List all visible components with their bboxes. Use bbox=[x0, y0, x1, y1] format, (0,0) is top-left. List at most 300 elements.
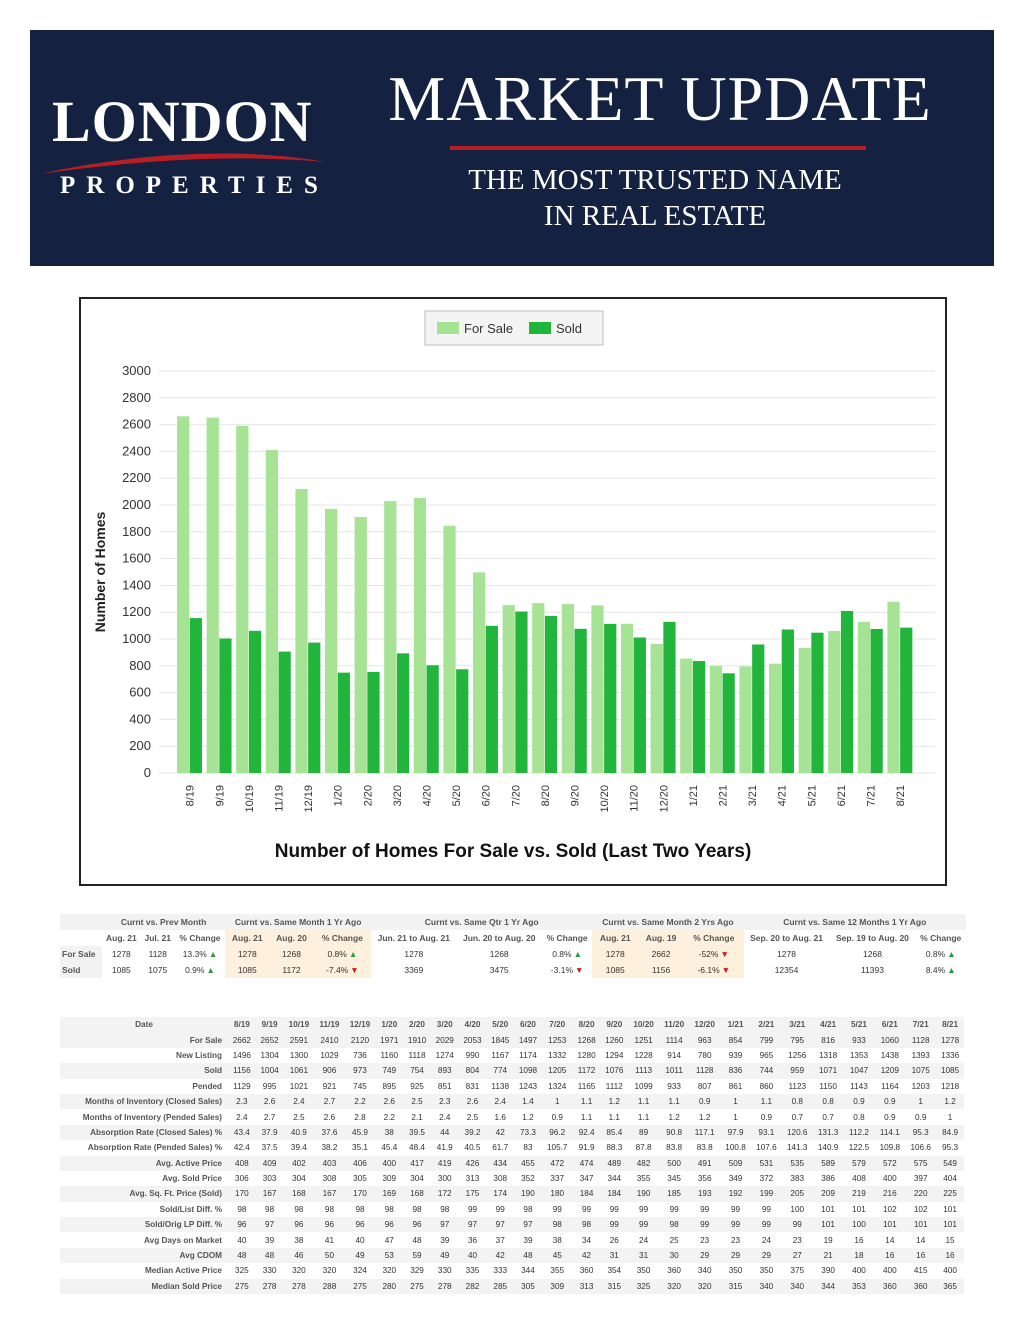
detail-cell: 27 bbox=[782, 1248, 813, 1263]
chart-container bbox=[79, 297, 947, 886]
detail-cell: 1.2 bbox=[668, 1112, 680, 1122]
legend-swatch bbox=[437, 322, 459, 334]
detail-cell: 92.4 bbox=[573, 1125, 601, 1140]
detail-cell: 415 bbox=[913, 1266, 928, 1276]
summary-cell bbox=[684, 946, 744, 962]
detail-cell: 965 bbox=[759, 1050, 774, 1060]
detail-cell: 1113 bbox=[628, 1063, 659, 1078]
summary-subheader-row bbox=[60, 930, 966, 946]
detail-cell: 114.1 bbox=[874, 1125, 905, 1140]
detail-cell: 45.4 bbox=[381, 1143, 398, 1153]
summary-row bbox=[60, 962, 966, 978]
detail-cell: 1845 bbox=[486, 1032, 514, 1047]
x-tick-label: 9/19 bbox=[214, 785, 227, 807]
detail-cell: 1112 bbox=[605, 1081, 623, 1091]
bar-sold bbox=[367, 672, 379, 773]
detail-header-row bbox=[60, 1017, 964, 1032]
detail-cell: 102 bbox=[883, 1204, 897, 1214]
y-tick-label: 1600 bbox=[122, 550, 151, 566]
detail-cell: 2.4 bbox=[486, 1094, 514, 1109]
detail-cell: 100 bbox=[790, 1204, 805, 1214]
x-tick-label: 4/21 bbox=[776, 785, 789, 807]
detail-cell: 96 bbox=[283, 1217, 314, 1232]
detail-cell: 170 bbox=[228, 1186, 256, 1201]
detail-row-label: Avg. Sq. Ft. Price (Sold) bbox=[60, 1186, 228, 1201]
detail-cell: 96 bbox=[403, 1217, 431, 1232]
detail-cell: 400 bbox=[375, 1156, 403, 1171]
detail-cell: 40 bbox=[355, 1235, 365, 1245]
detail-cell: 2.2 bbox=[345, 1094, 376, 1109]
detail-row-label: Months of Inventory (Pended Sales) bbox=[82, 1112, 222, 1122]
trend-down-icon: ▼ bbox=[720, 949, 729, 959]
detail-cell: 101 bbox=[821, 1204, 835, 1214]
detail-row bbox=[60, 1063, 964, 1078]
detail-cell: 352 bbox=[521, 1174, 535, 1184]
detail-cell: 491 bbox=[689, 1156, 720, 1171]
y-tick-label: 1800 bbox=[122, 523, 151, 539]
detail-cell: 220 bbox=[905, 1186, 936, 1201]
y-tick-label: 600 bbox=[129, 684, 151, 700]
detail-cell: 313 bbox=[573, 1279, 601, 1294]
detail-cell: 190 bbox=[514, 1186, 542, 1201]
summary-cell bbox=[225, 946, 269, 962]
detail-row-label: Pended bbox=[192, 1081, 222, 1091]
x-tick-label: 10/19 bbox=[243, 785, 256, 813]
summary-cell-value: 1268 bbox=[489, 949, 509, 959]
detail-cell: 906 bbox=[314, 1063, 344, 1078]
detail-cell: 61.7 bbox=[492, 1143, 509, 1153]
summary-subheader: Aug. 21 bbox=[592, 930, 638, 946]
bar-sold bbox=[249, 631, 261, 773]
x-tick-label: 3/20 bbox=[391, 785, 404, 807]
header-banner bbox=[30, 30, 994, 266]
detail-cell: 895 bbox=[382, 1081, 397, 1091]
detail-cell: 14 bbox=[885, 1235, 895, 1245]
detail-cell: 1143 bbox=[850, 1081, 868, 1091]
bar-for-sale bbox=[503, 605, 515, 773]
x-tick-label: 8/20 bbox=[539, 785, 552, 807]
summary-row bbox=[60, 946, 966, 962]
bar-sold bbox=[693, 661, 705, 773]
detail-cell: 589 bbox=[813, 1156, 844, 1171]
bar-for-sale bbox=[177, 416, 189, 773]
detail-date-header: 8/20 bbox=[573, 1017, 601, 1032]
trend-up-icon: ▲ bbox=[206, 965, 215, 975]
detail-cell: 2.1 bbox=[411, 1112, 423, 1122]
detail-cell: 933 bbox=[667, 1081, 681, 1091]
bar-sold bbox=[634, 638, 646, 773]
detail-cell: 344 bbox=[607, 1174, 622, 1184]
detail-cell: 39 bbox=[440, 1235, 450, 1245]
summary-cell-value: 11393 bbox=[860, 965, 884, 975]
bar-sold bbox=[427, 665, 439, 773]
bar-sold bbox=[782, 629, 794, 773]
detail-cell: 199 bbox=[751, 1186, 782, 1201]
detail-cell: 175 bbox=[459, 1186, 487, 1201]
bar-for-sale bbox=[384, 501, 396, 773]
bar-for-sale bbox=[532, 603, 544, 773]
detail-cell: 386 bbox=[821, 1174, 835, 1184]
bar-for-sale bbox=[414, 498, 426, 773]
summary-cell-value: -3.1% bbox=[550, 965, 574, 975]
summary-cell-value: 0.8% bbox=[552, 949, 572, 959]
summary-cell bbox=[175, 946, 225, 962]
summary-cell bbox=[915, 946, 966, 962]
detail-date-header: 3/20 bbox=[431, 1017, 459, 1032]
detail-cell: 308 bbox=[493, 1174, 508, 1184]
x-tick-label: 11/20 bbox=[628, 785, 641, 812]
summary-subheader: % Change bbox=[179, 933, 221, 943]
detail-row bbox=[60, 1248, 964, 1263]
bar-sold bbox=[308, 643, 320, 773]
detail-cell: 1278 bbox=[936, 1032, 964, 1047]
detail-cell: 190 bbox=[628, 1186, 659, 1201]
detail-cell: 860 bbox=[759, 1081, 774, 1091]
detail-cell: 305 bbox=[353, 1174, 367, 1184]
detail-cell: 112.2 bbox=[844, 1125, 875, 1140]
summary-cell bbox=[684, 962, 744, 978]
detail-cell: 184 bbox=[600, 1186, 628, 1201]
detail-cell: 309 bbox=[382, 1174, 397, 1184]
detail-cell: 959 bbox=[782, 1063, 813, 1078]
detail-date-header: 11/19 bbox=[314, 1017, 344, 1032]
detail-cell: 354 bbox=[607, 1266, 622, 1276]
detail-cell: 1004 bbox=[256, 1063, 284, 1078]
detail-cell: 1304 bbox=[260, 1050, 279, 1060]
detail-cell: 16 bbox=[854, 1235, 864, 1245]
detail-date-header: 6/21 bbox=[874, 1017, 905, 1032]
detail-cell: 1061 bbox=[283, 1063, 314, 1078]
detail-cell: 21 bbox=[813, 1248, 844, 1263]
bar-sold bbox=[900, 628, 912, 773]
detail-cell: 893 bbox=[431, 1063, 459, 1078]
detail-row bbox=[60, 1125, 964, 1140]
detail-cell: 23 bbox=[792, 1235, 802, 1245]
detail-cell: 40.9 bbox=[283, 1125, 314, 1140]
detail-cell: 355 bbox=[636, 1174, 651, 1184]
detail-cell: 97 bbox=[256, 1217, 284, 1232]
detail-cell: 2.4 bbox=[439, 1112, 451, 1122]
bar-sold bbox=[841, 611, 853, 773]
detail-cell: 1318 bbox=[819, 1050, 838, 1060]
detail-cell: 350 bbox=[759, 1266, 774, 1276]
detail-cell: 1497 bbox=[514, 1032, 542, 1047]
summary-cell bbox=[542, 946, 592, 962]
summary-cell bbox=[638, 962, 684, 978]
trend-down-icon: ▼ bbox=[721, 965, 731, 975]
detail-cell: 434 bbox=[486, 1156, 514, 1171]
detail-cell: 320 bbox=[382, 1266, 397, 1276]
summary-cell-value: 1278 bbox=[404, 949, 424, 959]
x-tick-label: 6/21 bbox=[835, 785, 848, 807]
detail-cell: 39.5 bbox=[403, 1125, 431, 1140]
detail-cell: 2.5 bbox=[466, 1112, 479, 1122]
detail-cell: 98 bbox=[440, 1204, 450, 1214]
summary-cell bbox=[269, 962, 313, 978]
summary-cell bbox=[592, 962, 638, 978]
detail-cell: 1393 bbox=[911, 1050, 930, 1060]
detail-cell: 2.3 bbox=[228, 1094, 256, 1109]
detail-cell: 744 bbox=[751, 1063, 782, 1078]
detail-cell: 38.2 bbox=[321, 1143, 338, 1153]
detail-cell: 1060 bbox=[874, 1032, 905, 1047]
detail-cell: 97 bbox=[459, 1217, 487, 1232]
detail-cell: 340 bbox=[782, 1279, 813, 1294]
detail-cell: 400 bbox=[852, 1266, 866, 1276]
detail-cell: 1174 bbox=[519, 1050, 537, 1060]
summary-cell-value: 1278 bbox=[605, 949, 625, 959]
trend-up-icon: ▲ bbox=[573, 949, 583, 959]
detail-cell: 280 bbox=[375, 1279, 403, 1294]
detail-row bbox=[60, 1279, 964, 1294]
detail-cell: 807 bbox=[697, 1081, 712, 1091]
trend-up-icon: ▲ bbox=[208, 949, 218, 959]
detail-cell: 1.1 bbox=[608, 1112, 620, 1122]
summary-cell-value: 1278 bbox=[111, 949, 131, 959]
summary-subheader: % Change bbox=[920, 933, 962, 943]
detail-cell: 1098 bbox=[514, 1063, 542, 1078]
bar-sold bbox=[338, 673, 350, 773]
summary-cell-value: 0.8% bbox=[925, 949, 946, 959]
summary-cell bbox=[141, 962, 175, 978]
detail-date-header: 11/20 bbox=[659, 1017, 689, 1032]
detail-cell: 98 bbox=[294, 1204, 304, 1214]
detail-cell: 98 bbox=[384, 1204, 394, 1214]
detail-row bbox=[60, 1079, 964, 1094]
detail-cell: 30 bbox=[659, 1248, 689, 1263]
trend-up-icon: ▲ bbox=[947, 949, 956, 959]
summary-cell bbox=[744, 946, 830, 962]
detail-cell: 1.2 bbox=[522, 1112, 534, 1122]
detail-cell: 100 bbox=[844, 1217, 875, 1232]
detail-cell: 29 bbox=[720, 1248, 751, 1263]
detail-cell: 102 bbox=[913, 1204, 928, 1214]
summary-group-header: Curnt vs. Same Month 2 Yrs Ago bbox=[592, 914, 743, 930]
detail-row bbox=[60, 1171, 964, 1186]
detail-cell: 914 bbox=[667, 1050, 681, 1060]
detail-cell: 99 bbox=[467, 1204, 478, 1214]
detail-cell: 99 bbox=[700, 1204, 710, 1214]
chart-title: Number of Homes For Sale vs. Sold (Last Two Years) bbox=[274, 841, 752, 862]
detail-cell: 1021 bbox=[289, 1081, 308, 1091]
detail-cell: 99 bbox=[582, 1204, 592, 1214]
detail-cell: 406 bbox=[345, 1156, 376, 1171]
detail-cell: 49 bbox=[431, 1248, 459, 1263]
detail-cell: 59 bbox=[403, 1248, 431, 1263]
summary-cell-value: 1085 bbox=[605, 965, 625, 975]
detail-cell: 107.6 bbox=[756, 1143, 777, 1153]
detail-cell: 1128 bbox=[905, 1032, 936, 1047]
detail-cell: 353 bbox=[844, 1279, 875, 1294]
summary-cell bbox=[542, 962, 592, 978]
detail-cell: 48 bbox=[412, 1235, 422, 1245]
detail-cell: 0.9 bbox=[689, 1094, 720, 1109]
detail-cell: 38 bbox=[375, 1125, 403, 1140]
x-tick-label: 9/20 bbox=[569, 785, 582, 807]
detail-cell: 46 bbox=[283, 1248, 314, 1263]
detail-cell: 53 bbox=[375, 1248, 403, 1263]
detail-cell: 1.1 bbox=[628, 1094, 659, 1109]
detail-cell: 990 bbox=[465, 1050, 480, 1060]
detail-cell: 99 bbox=[609, 1204, 619, 1214]
detail-cell: 344 bbox=[521, 1266, 535, 1276]
detail-cell: 1332 bbox=[548, 1050, 567, 1060]
detail-cell: 337 bbox=[550, 1174, 565, 1184]
y-axis-label: Number of Homes bbox=[92, 511, 108, 633]
detail-cell: 305 bbox=[514, 1279, 542, 1294]
detail-cell: 50 bbox=[314, 1248, 344, 1263]
summary-group-header: Curnt vs. Same Month 1 Yr Ago bbox=[225, 914, 371, 930]
x-tick-label: 7/21 bbox=[865, 785, 878, 807]
detail-cell: 285 bbox=[486, 1279, 514, 1294]
detail-date-header: 1/20 bbox=[375, 1017, 403, 1032]
summary-cell-value: 8.4% bbox=[925, 965, 946, 975]
detail-cell: 2053 bbox=[459, 1032, 487, 1047]
detail-cell: 97.9 bbox=[720, 1125, 751, 1140]
detail-cell: 98 bbox=[355, 1204, 365, 1214]
detail-row-label: Months of Inventory (Closed Sales) bbox=[60, 1094, 228, 1109]
summary-cell bbox=[830, 946, 916, 962]
detail-row bbox=[60, 1217, 964, 1232]
detail-cell: 774 bbox=[486, 1063, 514, 1078]
detail-cell: 31 bbox=[628, 1248, 659, 1263]
detail-cell: 1.2 bbox=[936, 1094, 964, 1109]
detail-cell: 91.9 bbox=[578, 1143, 595, 1153]
detail-cell: 41 bbox=[324, 1235, 334, 1245]
summary-cell-value: 1172 bbox=[282, 965, 301, 975]
y-tick-label: 1200 bbox=[122, 604, 151, 620]
detail-cell: 1274 bbox=[435, 1050, 454, 1060]
detail-cell: 2.7 bbox=[263, 1112, 276, 1122]
detail-cell: 98 bbox=[542, 1217, 573, 1232]
detail-cell: 360 bbox=[667, 1266, 681, 1276]
detail-cell: 831 bbox=[465, 1081, 480, 1091]
detail-cell: 26 bbox=[609, 1235, 619, 1245]
detail-cell: 325 bbox=[628, 1279, 659, 1294]
detail-cell: 575 bbox=[905, 1156, 936, 1171]
detail-cell: 99 bbox=[628, 1217, 659, 1232]
bar-sold bbox=[190, 618, 202, 773]
bar-sold bbox=[604, 624, 616, 773]
detail-cell: 105.7 bbox=[547, 1143, 568, 1153]
detail-cell: 85.4 bbox=[600, 1125, 628, 1140]
detail-cell: 2.6 bbox=[459, 1094, 487, 1109]
detail-cell: 509 bbox=[720, 1156, 751, 1171]
detail-cell: 340 bbox=[697, 1266, 712, 1276]
trend-up-icon: ▲ bbox=[947, 965, 956, 975]
detail-cell: 216 bbox=[874, 1186, 905, 1201]
detail-cell: 365 bbox=[936, 1279, 964, 1294]
detail-cell: 2662 bbox=[228, 1032, 256, 1047]
detail-date-header: 8/19 bbox=[228, 1017, 256, 1032]
bar-sold bbox=[752, 644, 764, 773]
detail-cell: 83.8 bbox=[666, 1143, 683, 1153]
detail-cell: 37.6 bbox=[314, 1125, 344, 1140]
detail-cell: 1268 bbox=[573, 1032, 601, 1047]
detail-cell: 356 bbox=[697, 1174, 712, 1184]
bar-for-sale bbox=[266, 450, 278, 773]
detail-date-header: 6/20 bbox=[514, 1017, 542, 1032]
summary-subheader: % Change bbox=[546, 933, 588, 943]
y-tick-label: 800 bbox=[129, 657, 151, 673]
detail-cell: 101 bbox=[936, 1217, 964, 1232]
bar-for-sale bbox=[858, 622, 870, 773]
x-tick-label: 2/20 bbox=[362, 785, 375, 807]
detail-cell: 38 bbox=[294, 1235, 304, 1245]
detail-cell: 1300 bbox=[289, 1050, 308, 1060]
detail-cell: 1075 bbox=[905, 1063, 936, 1078]
detail-cell: 83.8 bbox=[696, 1143, 713, 1153]
detail-cell: 29 bbox=[751, 1248, 782, 1263]
detail-cell: 278 bbox=[256, 1279, 284, 1294]
x-tick-label: 3/21 bbox=[747, 785, 760, 807]
bar-for-sale bbox=[828, 631, 840, 773]
detail-cell: 2652 bbox=[256, 1032, 284, 1047]
detail-cell: 408 bbox=[852, 1174, 866, 1184]
detail-cell: 795 bbox=[782, 1032, 813, 1047]
detail-cell: 39 bbox=[265, 1235, 275, 1245]
detail-cell: 349 bbox=[728, 1174, 743, 1184]
detail-row bbox=[60, 1263, 964, 1278]
detail-cell: 1 bbox=[733, 1112, 738, 1122]
detail-cell: 754 bbox=[403, 1063, 431, 1078]
summary-subheader-corner bbox=[60, 930, 102, 946]
y-tick-label: 400 bbox=[129, 711, 151, 727]
detail-date-header: 7/20 bbox=[542, 1017, 573, 1032]
detail-cell: 572 bbox=[874, 1156, 905, 1171]
summary-table-body bbox=[60, 946, 966, 978]
detail-cell: 219 bbox=[844, 1186, 875, 1201]
detail-cell: 88.3 bbox=[606, 1143, 623, 1153]
detail-cell: 1243 bbox=[518, 1081, 538, 1091]
detail-cell: 482 bbox=[628, 1156, 659, 1171]
summary-cell bbox=[744, 962, 830, 978]
detail-cell: 42 bbox=[486, 1125, 514, 1140]
x-tick-label: 7/20 bbox=[510, 785, 523, 807]
detail-cell: 1047 bbox=[844, 1063, 875, 1078]
summary-cell-value: 1075 bbox=[148, 965, 168, 975]
detail-cell: 320 bbox=[322, 1266, 337, 1276]
detail-cell: 167 bbox=[314, 1186, 344, 1201]
detail-cell: 96.2 bbox=[542, 1125, 573, 1140]
detail-row-label: Absorption Rate (Pended Sales) % bbox=[87, 1143, 222, 1153]
detail-cell: 99 bbox=[782, 1217, 813, 1232]
detail-cell: 2.4 bbox=[236, 1112, 248, 1122]
detail-cell: 1071 bbox=[813, 1063, 844, 1078]
summary-cell bbox=[175, 962, 225, 978]
detail-cell: 360 bbox=[579, 1266, 594, 1276]
detail-cell: 1496 bbox=[232, 1050, 251, 1060]
x-tick-label: 10/20 bbox=[599, 785, 612, 813]
summary-group-header: Curnt vs. Same Qtr 1 Yr Ago bbox=[371, 914, 592, 930]
detail-cell: 749 bbox=[375, 1063, 403, 1078]
summary-cell-value: 0.8% bbox=[327, 949, 347, 959]
summary-cell-value: 3475 bbox=[489, 965, 509, 975]
y-tick-label: 1400 bbox=[122, 577, 151, 593]
detail-cell: 315 bbox=[600, 1279, 628, 1294]
detail-cell: 1167 bbox=[491, 1050, 510, 1060]
detail-cell: 35.1 bbox=[352, 1143, 368, 1153]
detail-cell: 2.8 bbox=[354, 1112, 366, 1122]
x-tick-label: 1/21 bbox=[687, 785, 700, 807]
legend-label: For Sale bbox=[464, 321, 514, 336]
detail-cell: 921 bbox=[322, 1081, 337, 1091]
detail-cell: 275 bbox=[345, 1279, 376, 1294]
detail-cell: 1336 bbox=[940, 1050, 960, 1060]
summary-subheader: Aug. 19 bbox=[638, 930, 684, 946]
y-tick-label: 2400 bbox=[122, 443, 151, 459]
trend-down-icon: ▼ bbox=[575, 965, 584, 975]
